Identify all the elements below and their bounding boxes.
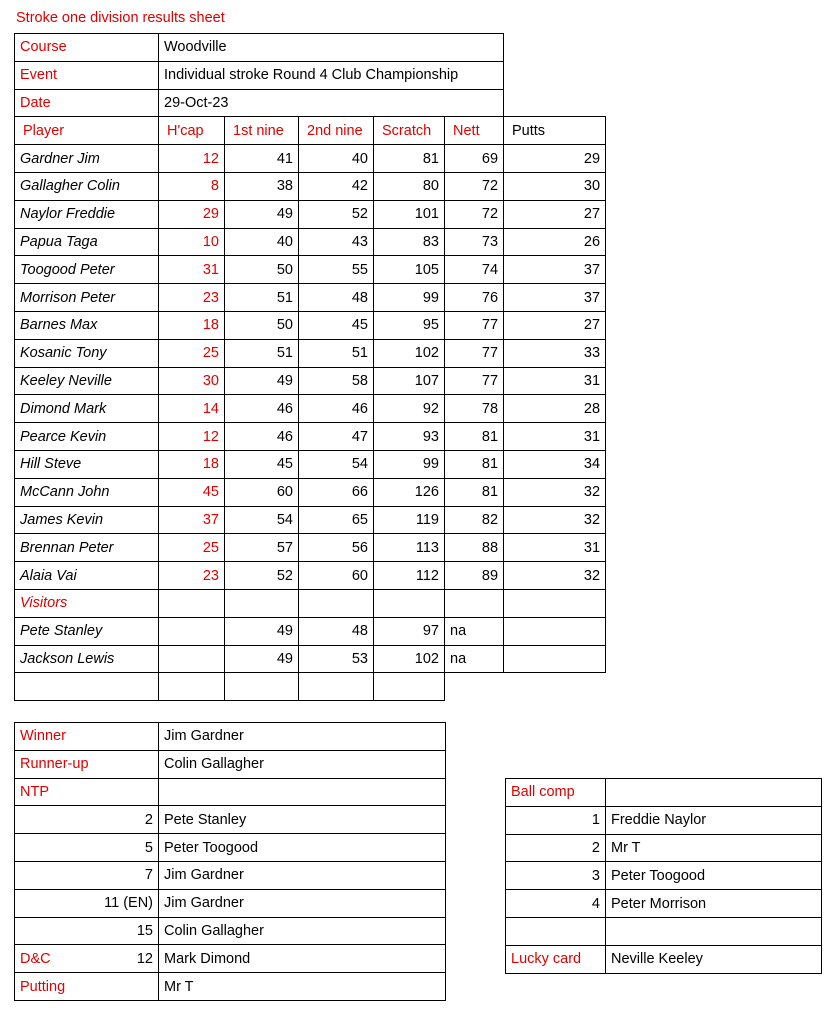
player-hcap: 12 xyxy=(159,423,225,451)
player-name: Gallagher Colin xyxy=(15,172,159,200)
runner-up-row xyxy=(15,750,446,778)
table-row xyxy=(15,562,606,590)
player-scratch: 80 xyxy=(374,172,445,200)
lucky-card-label: Lucky card xyxy=(506,945,606,973)
player-nett: 74 xyxy=(445,256,504,284)
player-name: Naylor Freddie xyxy=(15,200,159,228)
player-putts: 31 xyxy=(504,367,606,395)
player-name: Alaia Vai xyxy=(15,562,159,590)
player-hcap: 12 xyxy=(159,145,225,173)
player-first-nine: 46 xyxy=(225,395,299,423)
player-second-nine: 47 xyxy=(299,423,374,451)
ball-comp-row xyxy=(506,806,822,834)
player-second-nine: 52 xyxy=(299,200,374,228)
course-label: Course xyxy=(15,34,159,62)
winner-name: Jim Gardner xyxy=(159,723,446,751)
visitor-nett: na xyxy=(445,645,504,673)
ntp-label: NTP xyxy=(15,778,159,806)
player-hcap: 10 xyxy=(159,228,225,256)
dc-hole: 12 xyxy=(136,950,153,967)
player-nett: 76 xyxy=(445,284,504,312)
player-name: Keeley Neville xyxy=(15,367,159,395)
player-nett: 73 xyxy=(445,228,504,256)
player-scratch: 83 xyxy=(374,228,445,256)
player-scratch: 105 xyxy=(374,256,445,284)
ball-comp-row xyxy=(506,862,822,890)
player-scratch: 101 xyxy=(374,200,445,228)
col-header-nett: Nett xyxy=(445,117,504,145)
player-hcap: 25 xyxy=(159,339,225,367)
player-putts: 29 xyxy=(504,145,606,173)
player-scratch: 99 xyxy=(374,284,445,312)
ntp-name: Peter Toogood xyxy=(159,834,446,862)
col-header-hcap: H'cap xyxy=(159,117,225,145)
dc-cell xyxy=(15,945,159,973)
ball-comp-table xyxy=(505,778,822,974)
putting-label: Putting xyxy=(15,973,159,1001)
empty-cell xyxy=(225,673,299,701)
ntp-row xyxy=(15,778,446,806)
putting-name: Mr T xyxy=(159,973,446,1001)
player-scratch: 95 xyxy=(374,311,445,339)
player-second-nine: 56 xyxy=(299,534,374,562)
player-first-nine: 41 xyxy=(225,145,299,173)
player-scratch: 107 xyxy=(374,367,445,395)
player-first-nine: 50 xyxy=(225,256,299,284)
player-second-nine: 55 xyxy=(299,256,374,284)
player-hcap: 23 xyxy=(159,562,225,590)
ball-comp-place: 1 xyxy=(506,806,606,834)
player-first-nine: 49 xyxy=(225,200,299,228)
empty-cell xyxy=(15,673,159,701)
table-row xyxy=(15,200,606,228)
player-nett: 72 xyxy=(445,200,504,228)
visitor-second-nine: 48 xyxy=(299,617,374,645)
col-header-putts: Putts xyxy=(504,117,606,145)
player-first-nine: 52 xyxy=(225,562,299,590)
player-name: Pearce Kevin xyxy=(15,423,159,451)
player-scratch: 81 xyxy=(374,145,445,173)
player-name: James Kevin xyxy=(15,506,159,534)
visitor-name: Pete Stanley xyxy=(15,617,159,645)
player-putts: 32 xyxy=(504,506,606,534)
visitor-scratch: 97 xyxy=(374,617,445,645)
player-first-nine: 51 xyxy=(225,284,299,312)
table-row xyxy=(15,367,606,395)
ball-comp-place: 2 xyxy=(506,834,606,862)
visitor-scratch: 102 xyxy=(374,645,445,673)
player-first-nine: 57 xyxy=(225,534,299,562)
player-second-nine: 58 xyxy=(299,367,374,395)
ntp-hole: 5 xyxy=(15,834,159,862)
player-second-nine: 54 xyxy=(299,450,374,478)
dc-label: D&C xyxy=(20,950,51,967)
player-name: Dimond Mark xyxy=(15,395,159,423)
player-hcap: 37 xyxy=(159,506,225,534)
table-row xyxy=(15,172,606,200)
table-row xyxy=(15,506,606,534)
player-hcap: 25 xyxy=(159,534,225,562)
player-scratch: 99 xyxy=(374,450,445,478)
ntp-entry-row xyxy=(15,806,446,834)
player-nett: 81 xyxy=(445,423,504,451)
player-second-nine: 42 xyxy=(299,172,374,200)
empty-cell xyxy=(445,589,504,617)
event-value: Individual stroke Round 4 Club Championship xyxy=(159,61,504,89)
player-putts: 27 xyxy=(504,311,606,339)
table-row xyxy=(15,284,606,312)
ntp-entry-row xyxy=(15,861,446,889)
player-second-nine: 40 xyxy=(299,145,374,173)
player-scratch: 113 xyxy=(374,534,445,562)
player-nett: 72 xyxy=(445,172,504,200)
info-row-course xyxy=(15,34,606,62)
visitors-label: Visitors xyxy=(15,589,159,617)
player-first-nine: 51 xyxy=(225,339,299,367)
ball-comp-name: Peter Morrison xyxy=(606,890,822,918)
player-name: McCann John xyxy=(15,478,159,506)
player-name: Gardner Jim xyxy=(15,145,159,173)
col-header-first-nine: 1st nine xyxy=(225,117,299,145)
player-second-nine: 51 xyxy=(299,339,374,367)
table-row xyxy=(15,395,606,423)
player-scratch: 112 xyxy=(374,562,445,590)
player-second-nine: 48 xyxy=(299,284,374,312)
player-putts: 31 xyxy=(504,534,606,562)
player-putts: 26 xyxy=(504,228,606,256)
table-row xyxy=(15,228,606,256)
col-header-player: Player xyxy=(15,117,159,145)
visitor-second-nine: 53 xyxy=(299,645,374,673)
empty-cell xyxy=(374,589,445,617)
info-row-date xyxy=(15,89,606,117)
player-scratch: 92 xyxy=(374,395,445,423)
player-putts: 31 xyxy=(504,423,606,451)
ball-comp-label: Ball comp xyxy=(506,779,606,807)
ntp-entry-row xyxy=(15,917,446,945)
player-name: Brennan Peter xyxy=(15,534,159,562)
ntp-hole: 2 xyxy=(15,806,159,834)
visitor-putts xyxy=(504,617,606,645)
player-nett: 77 xyxy=(445,367,504,395)
table-row xyxy=(15,450,606,478)
player-name: Morrison Peter xyxy=(15,284,159,312)
player-nett: 77 xyxy=(445,339,504,367)
date-value: 29-Oct-23 xyxy=(159,89,504,117)
empty-cell xyxy=(299,673,374,701)
player-hcap: 18 xyxy=(159,450,225,478)
date-label: Date xyxy=(15,89,159,117)
ball-comp-row xyxy=(506,890,822,918)
ntp-entry-row xyxy=(15,889,446,917)
header-row xyxy=(15,117,606,145)
player-name: Kosanic Tony xyxy=(15,339,159,367)
visitor-nett: na xyxy=(445,617,504,645)
player-second-nine: 65 xyxy=(299,506,374,534)
table-row xyxy=(15,534,606,562)
table-row xyxy=(15,145,606,173)
player-first-nine: 40 xyxy=(225,228,299,256)
runner-up-label: Runner-up xyxy=(15,750,159,778)
player-hcap: 8 xyxy=(159,172,225,200)
ntp-name: Colin Gallagher xyxy=(159,917,446,945)
player-hcap: 31 xyxy=(159,256,225,284)
awards-table xyxy=(14,722,446,1001)
player-nett: 89 xyxy=(445,562,504,590)
blank-row xyxy=(15,673,606,701)
ball-comp-row xyxy=(506,834,822,862)
empty-cell xyxy=(225,589,299,617)
player-second-nine: 43 xyxy=(299,228,374,256)
player-hcap: 45 xyxy=(159,478,225,506)
player-nett: 88 xyxy=(445,534,504,562)
player-hcap: 30 xyxy=(159,367,225,395)
dc-row xyxy=(15,945,446,973)
player-putts: 34 xyxy=(504,450,606,478)
player-hcap: 23 xyxy=(159,284,225,312)
player-putts: 32 xyxy=(504,478,606,506)
col-header-second-nine: 2nd nine xyxy=(299,117,374,145)
table-row xyxy=(15,256,606,284)
player-hcap: 18 xyxy=(159,311,225,339)
winner-row xyxy=(15,723,446,751)
table-row xyxy=(15,339,606,367)
visitor-hcap xyxy=(159,645,225,673)
player-putts: 27 xyxy=(504,200,606,228)
table-row xyxy=(15,311,606,339)
ntp-hole: 7 xyxy=(15,861,159,889)
empty-cell xyxy=(606,917,822,945)
runner-up-name: Colin Gallagher xyxy=(159,750,446,778)
lucky-card-name: Neville Keeley xyxy=(606,945,822,973)
visitor-row xyxy=(15,645,606,673)
player-name: Toogood Peter xyxy=(15,256,159,284)
visitor-first-nine: 49 xyxy=(225,645,299,673)
player-first-nine: 49 xyxy=(225,367,299,395)
player-second-nine: 46 xyxy=(299,395,374,423)
player-first-nine: 54 xyxy=(225,506,299,534)
player-first-nine: 60 xyxy=(225,478,299,506)
ntp-name: Pete Stanley xyxy=(159,806,446,834)
visitors-header-row xyxy=(15,589,606,617)
player-putts: 37 xyxy=(504,284,606,312)
player-scratch: 102 xyxy=(374,339,445,367)
player-second-nine: 66 xyxy=(299,478,374,506)
table-row xyxy=(15,423,606,451)
player-first-nine: 38 xyxy=(225,172,299,200)
player-hcap: 14 xyxy=(159,395,225,423)
course-value: Woodville xyxy=(159,34,504,62)
player-name: Barnes Max xyxy=(15,311,159,339)
player-putts: 33 xyxy=(504,339,606,367)
player-name: Hill Steve xyxy=(15,450,159,478)
winner-label: Winner xyxy=(15,723,159,751)
event-label: Event xyxy=(15,61,159,89)
dc-name: Mark Dimond xyxy=(159,945,446,973)
empty-cell xyxy=(374,673,445,701)
ball-comp-blank-row xyxy=(506,917,822,945)
empty-cell xyxy=(159,673,225,701)
player-nett: 82 xyxy=(445,506,504,534)
results-table xyxy=(14,33,606,701)
ball-comp-name: Peter Toogood xyxy=(606,862,822,890)
player-first-nine: 46 xyxy=(225,423,299,451)
player-scratch: 126 xyxy=(374,478,445,506)
player-scratch: 119 xyxy=(374,506,445,534)
visitor-name: Jackson Lewis xyxy=(15,645,159,673)
empty-cell xyxy=(506,917,606,945)
empty-cell xyxy=(159,589,225,617)
col-header-scratch: Scratch xyxy=(374,117,445,145)
player-second-nine: 45 xyxy=(299,311,374,339)
visitor-putts xyxy=(504,645,606,673)
player-nett: 78 xyxy=(445,395,504,423)
ntp-hole: 15 xyxy=(15,917,159,945)
player-putts: 32 xyxy=(504,562,606,590)
lucky-card-row xyxy=(506,945,822,973)
player-putts: 37 xyxy=(504,256,606,284)
ball-comp-name: Mr T xyxy=(606,834,822,862)
player-nett: 77 xyxy=(445,311,504,339)
ball-comp-place: 3 xyxy=(506,862,606,890)
player-hcap: 29 xyxy=(159,200,225,228)
player-second-nine: 60 xyxy=(299,562,374,590)
empty-cell xyxy=(504,589,606,617)
player-nett: 69 xyxy=(445,145,504,173)
empty-cell xyxy=(299,589,374,617)
ntp-entry-row xyxy=(15,834,446,862)
ntp-hole: 11 (EN) xyxy=(15,889,159,917)
player-putts: 28 xyxy=(504,395,606,423)
putting-row xyxy=(15,973,446,1001)
player-first-nine: 50 xyxy=(225,311,299,339)
info-row-event xyxy=(15,61,606,89)
table-row xyxy=(15,478,606,506)
visitor-first-nine: 49 xyxy=(225,617,299,645)
ball-comp-name: Freddie Naylor xyxy=(606,806,822,834)
ball-comp-place: 4 xyxy=(506,890,606,918)
sheet-title: Stroke one division results sheet xyxy=(16,10,225,26)
ntp-name: Jim Gardner xyxy=(159,889,446,917)
player-scratch: 93 xyxy=(374,423,445,451)
player-first-nine: 45 xyxy=(225,450,299,478)
visitor-row xyxy=(15,617,606,645)
visitor-hcap xyxy=(159,617,225,645)
ball-comp-header-row xyxy=(506,779,822,807)
player-putts: 30 xyxy=(504,172,606,200)
ntp-name: Jim Gardner xyxy=(159,861,446,889)
player-nett: 81 xyxy=(445,478,504,506)
player-name: Papua Taga xyxy=(15,228,159,256)
player-nett: 81 xyxy=(445,450,504,478)
